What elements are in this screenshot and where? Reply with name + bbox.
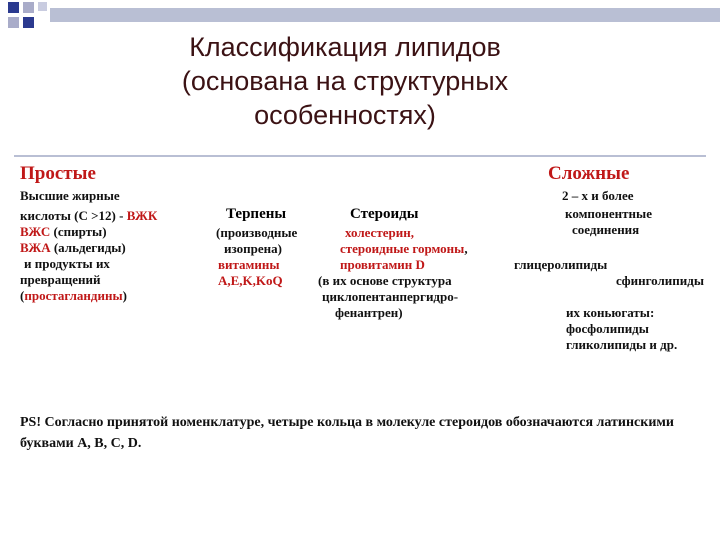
simple-line: Высшие жирные <box>20 188 120 203</box>
page-title <box>0 30 690 132</box>
simple-text: кислоты (C >12) - <box>20 208 127 223</box>
divider-line <box>14 155 706 157</box>
title-line: Классификация липидов <box>189 32 501 62</box>
simple-line <box>20 224 107 240</box>
vzha-term: ВЖА <box>20 240 51 255</box>
title-line: особенностях) <box>254 100 436 130</box>
vitamins-term: витамины <box>218 257 280 272</box>
cholesterol-term: холестерин, <box>345 225 414 240</box>
complex-line: соединения <box>572 222 640 237</box>
complex-line: глицеролипиды <box>514 257 608 272</box>
decor-square <box>23 17 34 28</box>
simple-heading: Простые <box>20 163 96 184</box>
simple-line <box>20 240 126 256</box>
provitamin-term: провитамин D <box>340 257 425 272</box>
simple-text: ) <box>122 288 127 303</box>
steroids-line: фенантрен) <box>335 305 403 320</box>
complex-line: компонентные <box>565 206 652 221</box>
simple-line <box>20 208 157 224</box>
simple-line: и продукты их <box>24 256 110 271</box>
decor-stripe <box>50 8 720 22</box>
steroids-line: (в их основе структура <box>318 273 452 288</box>
terpenes-line: (производные <box>216 225 298 240</box>
decor-square <box>8 17 19 28</box>
vzhs-term: ВЖС <box>20 224 51 239</box>
simple-line: превращений <box>20 272 101 287</box>
simple-text: ( <box>20 288 25 303</box>
steroids-line <box>340 241 468 257</box>
complex-line: гликолипиды и др. <box>566 337 678 352</box>
footnote: PS! Согласно принятой номенклатуре, четыре кольца в молекуле стероидов обозначаются латинскими буквами A, B, C, D. <box>20 415 674 451</box>
decor-square <box>23 2 34 13</box>
steroids-heading: Стероиды <box>350 206 419 222</box>
vitamins-list: A,E,K,KoQ <box>218 273 283 288</box>
complex-line: их коньюгаты: <box>566 305 655 320</box>
simple-text: (альдегиды) <box>50 240 126 255</box>
complex-heading: Сложные <box>548 163 630 184</box>
decor-square <box>38 2 47 11</box>
decorative-header-bar <box>0 0 720 30</box>
terpenes-line: изопрена) <box>224 241 282 256</box>
complex-line: фосфолипиды <box>566 321 649 336</box>
complex-line: сфинголипиды <box>616 273 704 288</box>
steroids-text: , <box>464 241 468 256</box>
vzhk-term: ВЖК <box>126 208 158 223</box>
title-line: (основана на структурных <box>181 66 509 96</box>
steroids-line: циклопентанпергидро- <box>322 289 459 304</box>
simple-text: (спирты) <box>50 224 107 239</box>
prostaglandins-term: простагландины <box>24 288 123 303</box>
terpenes-heading: Терпены <box>226 206 287 222</box>
decor-square <box>8 2 19 13</box>
simple-line <box>20 288 127 304</box>
complex-line: 2 – х и более <box>562 188 634 203</box>
steroid-hormones-term: стероидные гормоны <box>340 241 465 256</box>
